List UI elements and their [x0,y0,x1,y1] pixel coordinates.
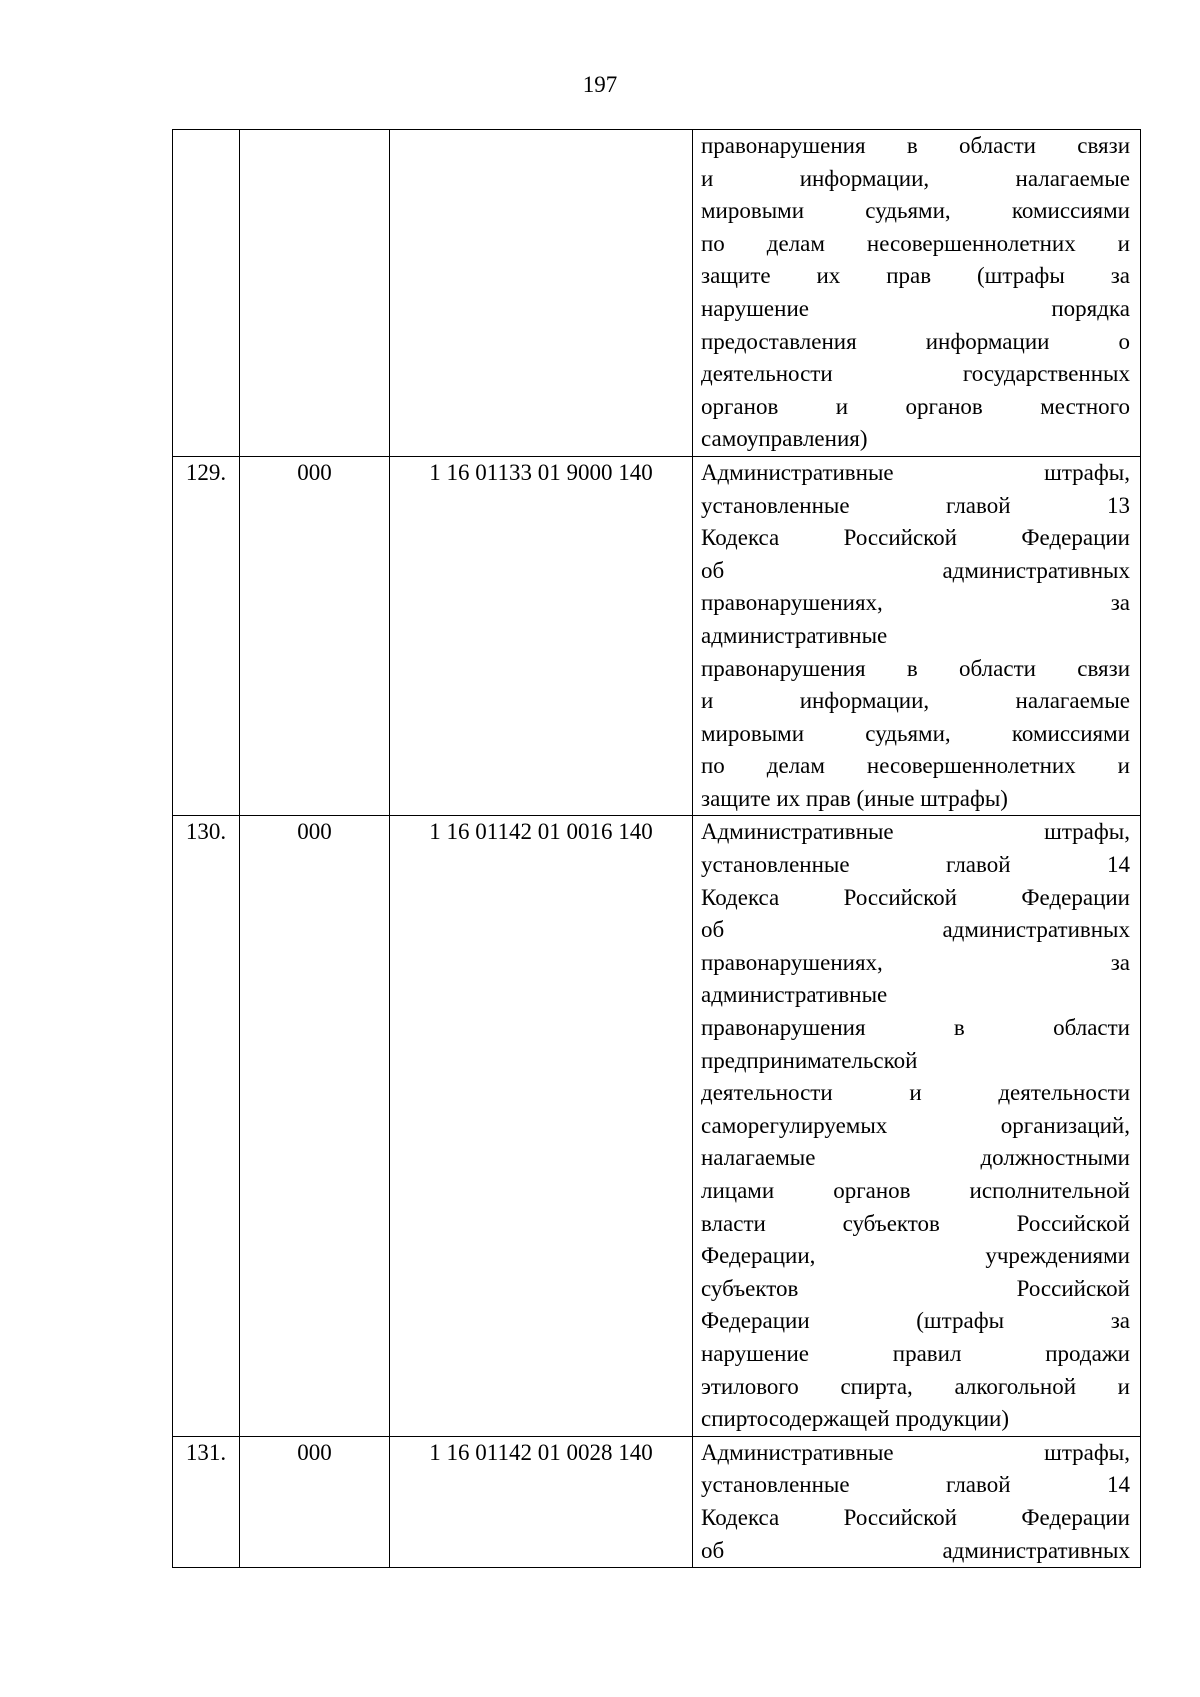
description-line: Административные штрафы, [701,459,1130,485]
table-body [173,130,1141,1568]
description-line: установленные главой 14 [701,1472,1130,1498]
description-line: лицами органов исполнительной [701,1178,1130,1203]
table-row [173,130,1141,457]
description-line: правонарушения в области [701,1015,1130,1041]
description-cell [693,1436,1141,1567]
description-line: налагаемые должностными [701,1145,1130,1171]
description-line: мировыми судьями, комиссиями [701,198,1130,224]
description-line: власти субъектов Российской [701,1210,1130,1236]
budget-codes-table [172,129,1141,1568]
row-number-cell: 130. [173,816,240,1436]
description-line: нарушение правил продажи [701,1340,1130,1366]
description-line: установленные главой 13 [701,492,1130,518]
description-line: и информации, налагаемые [701,688,1130,714]
description-line: об административных [701,557,1130,583]
description-line: Административные штрафы, [701,1439,1130,1465]
description-line: предоставления информации о [701,328,1130,354]
row-number-cell [173,130,240,457]
admin-code-cell: 000 [240,456,390,816]
description-line: правонарушения в области связи [701,133,1130,158]
description-line: спиртосодержащей продукции) [701,1406,1009,1432]
description-line: защите их прав (штрафы за [701,263,1130,289]
budget-code-cell: 1 16 01133 01 9000 140 [390,456,693,816]
description-line: деятельности и деятельности [701,1080,1130,1106]
description-line: правонарушениях, за [701,590,1130,616]
budget-code-cell [390,130,693,457]
description-cell [693,130,1141,457]
description-line: Кодекса Российской Федерации [701,884,1130,910]
description-line: Кодекса Российской Федерации [701,525,1130,551]
description-line: правонарушениях, за [701,949,1130,975]
budget-code-cell: 1 16 01142 01 0016 140 [390,816,693,1436]
table-row [173,456,1141,816]
row-number-cell: 131. [173,1436,240,1567]
admin-code-cell [240,130,390,457]
description-line: административные [701,622,888,648]
description-line: Кодекса Российской Федерации [701,1504,1130,1530]
description-line: предпринимательской [701,1047,918,1073]
description-line: мировыми судьями, комиссиями [701,720,1130,746]
description-line: субъектов Российской [701,1275,1130,1301]
description-line: об административных [701,917,1130,943]
description-line: Федерации, учреждениями [701,1243,1130,1269]
description-line: правонарушения в области связи [701,655,1130,681]
description-line: Административные штрафы, [701,819,1130,845]
page-number: 197 [582,72,618,97]
description-line: защите их прав (иные штрафы) [701,785,1008,811]
description-line: органов и органов местного [701,393,1130,419]
table-row [173,816,1141,1436]
description-line: и информации, налагаемые [701,165,1130,191]
budget-code-cell: 1 16 01142 01 0028 140 [390,1436,693,1567]
description-line: по делам несовершеннолетних и [701,753,1130,779]
table-row [173,1436,1141,1567]
description-line: установленные главой 14 [701,852,1130,878]
description-line: этилового спирта, алкогольной и [701,1373,1130,1399]
row-number-cell: 129. [173,456,240,816]
description-cell [693,456,1141,816]
description-line: Федерации (штрафы за [701,1308,1130,1334]
description-cell [693,816,1141,1436]
admin-code-cell: 000 [240,816,390,1436]
description-line: об административных [701,1537,1130,1563]
description-line: административные [701,982,888,1008]
description-line: по делам несовершеннолетних и [701,230,1130,256]
admin-code-cell: 000 [240,1436,390,1567]
description-line: самоуправления) [701,426,868,452]
description-line: саморегулируемых организаций, [701,1112,1130,1138]
description-line: нарушение порядка [701,295,1130,321]
description-line: деятельности государственных [701,361,1130,387]
